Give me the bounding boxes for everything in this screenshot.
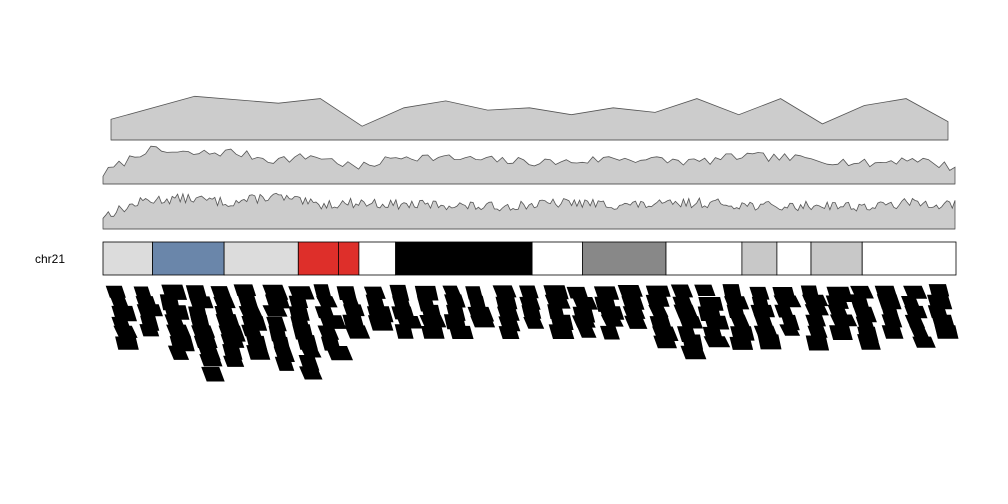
read-segment (246, 345, 270, 360)
read-segment (345, 325, 371, 338)
read-segment (166, 325, 191, 337)
coverage-medium-area (103, 146, 955, 184)
read-alignments (106, 284, 959, 381)
ideogram-band (742, 242, 777, 275)
ideogram-band (298, 242, 338, 275)
read-segment (577, 326, 597, 338)
coverage-fine-area (103, 193, 955, 229)
read-segment (805, 315, 826, 327)
ideogram-band (532, 242, 582, 275)
ideogram-band (582, 242, 666, 275)
read-segment (806, 336, 829, 351)
read-segment (523, 317, 544, 329)
read-segment (618, 285, 643, 297)
read-segment (912, 337, 936, 348)
ideogram-band (224, 242, 298, 275)
read-segment (211, 286, 232, 297)
read-segment (419, 315, 446, 327)
read-segment (316, 296, 338, 307)
ideogram-band (359, 242, 396, 275)
read-segment (421, 326, 445, 339)
ideogram-band (666, 242, 742, 275)
read-segment (342, 315, 363, 326)
read-segment (201, 367, 225, 382)
read-segment (493, 285, 517, 297)
read-segment (567, 287, 589, 299)
ideogram-band (103, 242, 153, 275)
read-segment (758, 334, 782, 349)
ideogram-band (862, 242, 956, 275)
coverage-tracks (103, 96, 955, 229)
read-segment (929, 284, 950, 296)
read-segment (186, 285, 207, 296)
read-segment (113, 326, 137, 338)
read-segment (704, 336, 731, 347)
ideogram-band (777, 242, 811, 275)
read-segment (299, 366, 322, 379)
read-segment (935, 325, 959, 338)
read-segment (449, 326, 474, 339)
chromosome-label: chr21 (35, 252, 66, 266)
read-segment (137, 304, 163, 316)
read-segment (600, 326, 620, 340)
coverage-coarse-area (111, 96, 948, 140)
read-segment (830, 315, 857, 327)
read-segment (730, 337, 754, 350)
read-segment (343, 304, 365, 316)
read-segment (468, 296, 486, 309)
read-segment (549, 324, 575, 339)
read-segment (909, 325, 929, 337)
ideogram-band (153, 242, 225, 275)
read-segment (234, 284, 257, 296)
read-segment (829, 325, 853, 340)
read-segment (729, 314, 749, 326)
ideogram-band (338, 242, 359, 275)
read-segment (189, 296, 214, 308)
read-segment (694, 285, 715, 296)
ideogram-band (811, 242, 862, 275)
read-segment (326, 346, 353, 360)
ideogram-band (396, 242, 532, 275)
chromosome-ideogram (103, 242, 956, 275)
read-segment (671, 285, 693, 298)
read-segment (519, 286, 539, 299)
read-segment (115, 337, 139, 350)
